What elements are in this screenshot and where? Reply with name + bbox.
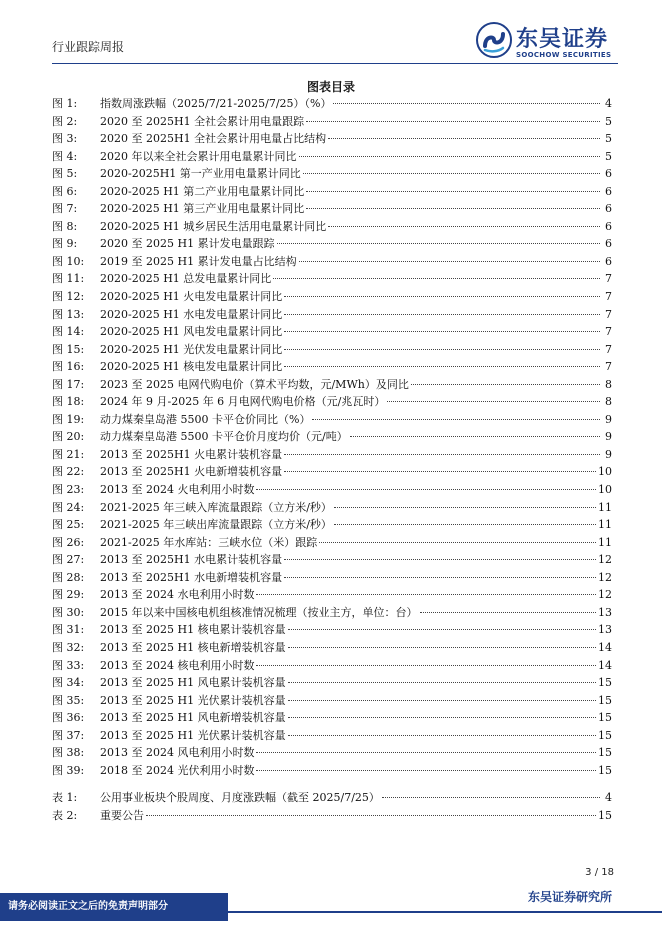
toc-entry[interactable] [52,358,612,376]
toc-entry[interactable] [52,235,612,253]
toc-entry-label: 图 13: [52,307,85,321]
institute-name: 东吴证券研究所 [527,890,612,904]
toc-dot-leader [288,646,596,648]
toc-entry-label: 图 10: [52,254,85,268]
toc-entry-page: 7 [605,342,612,356]
toc-entry[interactable] [52,604,612,622]
toc-entry-label: 图 22: [52,465,85,479]
toc-dot-leader [306,207,600,209]
toc-entry-page: 5 [605,149,612,163]
toc-entry-title: 2020-2025 H1 火电发电量累计同比 [100,290,283,304]
toc-entry[interactable] [52,657,612,675]
toc-title: 图表目录 [306,80,355,94]
toc-entry[interactable] [52,639,612,657]
toc-entry-label: 图 9: [52,237,78,251]
toc-entry-label: 图 18: [52,395,85,409]
toc-entry-page: 7 [605,360,612,374]
toc-entry[interactable] [52,113,612,131]
toc-entry-title: 公用事业板块个股周度、月度涨跌幅（截至 2025/7/25） [100,791,380,804]
toc-dot-leader [284,365,600,367]
toc-entry-page: 12 [598,553,612,567]
toc-entry[interactable] [52,789,612,807]
toc-entry-label: 图 24: [52,500,85,514]
toc-entry-title: 2013 至 2024 核电利用小时数 [100,658,255,672]
toc-entry-page: 9 [605,412,612,426]
toc-dot-leader [256,751,596,753]
toc-entry-title: 重要公告 [100,808,144,822]
report-type-label: 行业跟踪周报 [52,40,125,54]
toc-entry-page: 4 [605,97,612,110]
toc-entry-label: 表 1: [52,791,78,804]
toc-entry[interactable] [52,692,612,710]
toc-entry-title: 动力煤秦皇岛港 5500 卡平仓价月度均价（元/吨） [100,430,348,444]
toc-entry-title: 2024 年 9 月-2025 年 6 月电网代购电价格（元/兆瓦时） [100,395,386,409]
toc-dot-leader [288,681,596,683]
toc-entry-page: 15 [598,676,612,690]
toc-entry-label: 图 4: [52,149,78,163]
toc-entry-page: 6 [605,184,612,198]
toc-entry[interactable] [52,569,612,587]
toc-entry-title: 2020-2025H1 第一产业用电量累计同比 [100,167,301,181]
toc-dot-leader [288,734,596,736]
toc-entry-label: 图 1: [52,97,78,110]
table-list [52,789,612,824]
toc-entry[interactable] [52,306,612,324]
toc-entry-page: 6 [605,254,612,268]
toc-entry-page: 12 [598,588,612,602]
toc-entry-title: 2013 至 2025H1 水电新增装机容量 [100,570,283,584]
toc-entry-label: 图 14: [52,325,85,339]
toc-entry-page: 11 [598,518,612,532]
toc-entry-title: 2020-2025 H1 第二产业用电量累计同比 [100,184,305,198]
toc-entry-title: 2013 至 2024 风电利用小时数 [100,746,255,760]
header-divider [52,63,618,64]
toc-entry[interactable] [52,499,612,517]
toc-entry-label: 图 26: [52,535,85,549]
toc-entry-page: 13 [598,605,612,619]
toc-entry[interactable] [52,165,612,183]
toc-entry[interactable] [52,744,612,762]
toc-entry-title: 2020-2025 H1 风电发电量累计同比 [100,325,283,339]
toc-entry-page: 14 [598,640,612,654]
toc-entry-title: 2020-2025 H1 水电发电量累计同比 [100,307,283,321]
toc-entry-page: 5 [605,132,612,146]
toc-entry-title: 2013 至 2025H1 火电新增装机容量 [100,465,283,479]
toc-dot-leader [284,348,600,350]
toc-dot-leader [256,769,596,771]
toc-entry[interactable] [52,428,612,446]
toc-entry-page: 9 [605,430,612,444]
toc-entry-page: 11 [598,535,612,549]
toc-entry-label: 图 17: [52,377,85,391]
toc-dot-leader [306,120,600,122]
toc-dot-leader [273,277,600,279]
toc-dot-leader [306,190,600,192]
toc-entry-title: 2013 至 2025 H1 风电累计装机容量 [100,676,286,690]
toc-entry-page: 15 [598,728,612,742]
toc-entry-label: 图 8: [52,219,78,233]
toc-entry-label: 图 35: [52,693,85,707]
toc-entry-page: 15 [598,693,612,707]
toc-entry-label: 图 2: [52,114,78,128]
toc-entry-page: 14 [598,658,612,672]
toc-entry-title: 2018 至 2024 光伏利用小时数 [100,763,255,777]
toc-entry[interactable] [52,200,612,218]
toc-entry-label: 图 7: [52,202,78,216]
toc-entry-title: 2020-2025 H1 光伏发电量累计同比 [100,342,283,356]
toc-entry-page: 15 [598,711,612,725]
toc-dot-leader [256,593,596,595]
toc-entry-page: 11 [598,500,612,514]
toc-entry[interactable] [52,709,612,727]
toc-entry-label: 图 20: [52,430,85,444]
toc-dot-leader [256,664,596,666]
toc-dot-leader [319,541,596,543]
toc-entry-label: 图 5: [52,167,78,181]
toc-entry-title: 2020 年以来全社会累计用电量累计同比 [100,149,297,163]
toc-entry-label: 图 36: [52,711,85,725]
toc-entry-title: 2019 至 2025 H1 累计发电量占比结构 [100,254,297,268]
toc-entry[interactable] [52,807,612,825]
soochow-logo-icon [476,22,512,58]
toc-dot-leader [284,576,596,578]
toc-entry[interactable] [52,183,612,201]
toc-entry[interactable] [52,253,612,271]
toc-entry-label: 图 37: [52,728,85,742]
toc-entry-page: 6 [605,219,612,233]
toc-entry[interactable] [52,411,612,429]
toc-entry-title: 指数周涨跌幅（2025/7/21-2025/7/25）（%） [100,97,332,110]
toc-entry-label: 图 30: [52,605,85,619]
toc-entry[interactable] [52,341,612,359]
toc-entry-label: 表 2: [52,808,78,822]
toc-dot-leader [284,453,600,455]
toc-entry[interactable] [52,551,612,569]
toc-entry-page: 10 [598,483,612,497]
toc-entry-label: 图 34: [52,676,85,690]
toc-entry-label: 图 25: [52,518,85,532]
toc-entry-label: 图 28: [52,570,85,584]
toc-entry[interactable] [52,270,612,288]
toc-dot-leader [284,295,600,297]
toc-dot-leader [256,488,596,490]
toc-dot-leader [277,242,600,244]
toc-entry[interactable] [52,446,612,464]
toc-entry[interactable] [52,323,612,341]
toc-entry[interactable] [52,621,612,639]
toc-dot-leader [284,558,596,560]
toc-entry-page: 15 [598,808,612,822]
toc-entry[interactable] [52,674,612,692]
toc-entry-title: 2020-2025 H1 核电发电量累计同比 [100,360,283,374]
toc-entry-title: 2013 至 2025 H1 光伏累计装机容量 [100,728,286,742]
toc-entry-label: 图 27: [52,553,85,567]
toc-entry-title: 2013 至 2025 H1 风电新增装机容量 [100,711,286,725]
toc-entry[interactable] [52,376,612,394]
toc-entry-title: 2021-2025 年水库站：三峡水位（米）跟踪 [100,535,318,549]
toc-dot-leader [328,137,600,139]
toc-entry[interactable] [52,463,612,481]
toc-entry-title: 2020 至 2025 H1 累计发电量跟踪 [100,237,275,251]
toc-entry[interactable] [52,481,612,499]
toc-entry-page: 15 [598,763,612,777]
toc-entry[interactable] [52,218,612,236]
toc-entry[interactable] [52,762,612,780]
toc-entry-page: 13 [598,623,612,637]
toc-entry-label: 图 33: [52,658,85,672]
toc-entry-title: 2013 至 2025 H1 核电累计装机容量 [100,623,286,637]
toc-entry-label: 图 23: [52,483,85,497]
toc-entry-label: 图 16: [52,360,85,374]
figure-list [52,95,612,779]
toc-entry-title: 2020-2025 H1 城乡居民生活用电量累计同比 [100,219,327,233]
toc-dot-leader [284,330,600,332]
toc-entry-title: 2013 至 2025 H1 光伏累计装机容量 [100,693,286,707]
toc-entry-label: 图 6: [52,184,78,198]
toc-entry-page: 6 [605,237,612,251]
toc-entry-page: 4 [605,791,612,804]
toc-entry-label: 图 21: [52,447,85,461]
toc-entry-label: 图 12: [52,290,85,304]
company-logo [476,22,618,64]
toc-entry-title: 动力煤秦皇岛港 5500 卡平仓价同比（%） [100,412,311,426]
toc-entry-title: 2020-2025 H1 第三产业用电量累计同比 [100,202,305,216]
toc-entry-label: 图 3: [52,132,78,146]
toc-entry-label: 图 39: [52,763,85,777]
toc-dot-leader [411,383,600,385]
toc-entry[interactable] [52,95,612,113]
toc-dot-leader [288,628,596,630]
toc-entry-label: 图 15: [52,342,85,356]
toc-dot-leader [334,523,596,525]
toc-entry-title: 2013 至 2025H1 火电累计装机容量 [100,447,283,461]
toc-entry-title: 2013 至 2024 火电利用小时数 [100,483,255,497]
toc-entry-title: 2020-2025 H1 总发电量累计同比 [100,272,272,286]
toc-entry[interactable] [52,516,612,534]
toc-entry-page: 15 [598,746,612,760]
toc-entry-page: 7 [605,325,612,339]
toc-dot-leader [288,699,596,701]
toc-entry-page: 9 [605,447,612,461]
toc-entry-title: 2015 年以来中国核电机组核准情况梳理（按业主方，单位：台） [100,605,418,619]
toc-entry[interactable] [52,586,612,604]
toc-entry-title: 2020 至 2025H1 全社会累计用电量跟踪 [100,114,305,128]
toc-entry[interactable] [52,130,612,148]
toc-dot-leader [303,172,600,174]
toc-dot-leader [299,155,601,157]
toc-dot-leader [299,260,600,262]
toc-entry-page: 7 [605,290,612,304]
toc-entry[interactable] [52,534,612,552]
toc-dot-leader [284,470,596,472]
footer-divider [228,911,662,913]
toc-entry[interactable] [52,148,612,166]
toc-entry[interactable] [52,288,612,306]
toc-entry-label: 图 29: [52,588,85,602]
toc-entry-label: 图 11: [52,272,85,286]
toc-entry-label: 图 31: [52,623,85,637]
toc-entry-page: 5 [605,114,612,128]
toc-dot-leader [382,796,600,798]
toc-dot-leader [284,313,600,315]
toc-entry-title: 2021-2025 年三峡出库流量跟踪（立方米/秒） [100,518,332,532]
toc-entry-page: 6 [605,202,612,216]
toc-entry-page: 7 [605,272,612,286]
logo-text-en: SOOCHOW SECURITIES [516,51,612,59]
toc-dot-leader [387,400,600,402]
toc-dot-leader [288,716,596,718]
toc-entry-label: 图 19: [52,412,85,426]
logo-text-cn: 东吴证券 [516,27,609,52]
toc-entry-title: 2013 至 2025 H1 核电新增装机容量 [100,640,286,654]
toc-entry-page: 12 [598,570,612,584]
toc-dot-leader [334,506,596,508]
disclaimer-banner: 请务必阅读正文之后的免责声明部分 [0,893,228,921]
toc-entry-label: 图 32: [52,640,85,654]
toc-entry-title: 2023 至 2025 电网代购电价（算术平均数，元/MWh）及同比 [100,377,409,391]
toc-entry-page: 6 [605,167,612,181]
toc-entry-title: 2021-2025 年三峡入库流量跟踪（立方米/秒） [100,500,332,514]
toc-dot-leader [333,102,600,104]
page-number: 3 / 18 [585,867,614,878]
toc-dot-leader [312,418,600,420]
toc-entry-page: 7 [605,307,612,321]
toc-dot-leader [146,814,596,816]
toc-dot-leader [420,611,597,613]
toc-entry[interactable] [52,393,612,411]
toc-dot-leader [328,225,600,227]
toc-entry-page: 8 [605,395,612,409]
toc-entry-title: 2013 至 2024 水电利用小时数 [100,588,255,602]
toc-entry-page: 10 [598,465,612,479]
toc-entry-label: 图 38: [52,746,85,760]
toc-dot-leader [350,435,600,437]
toc-entry-title: 2013 至 2025H1 水电累计装机容量 [100,553,283,567]
toc-entry-title: 2020 至 2025H1 全社会累计用电量占比结构 [100,132,327,146]
toc-entry-page: 8 [605,377,612,391]
toc-entry[interactable] [52,727,612,745]
